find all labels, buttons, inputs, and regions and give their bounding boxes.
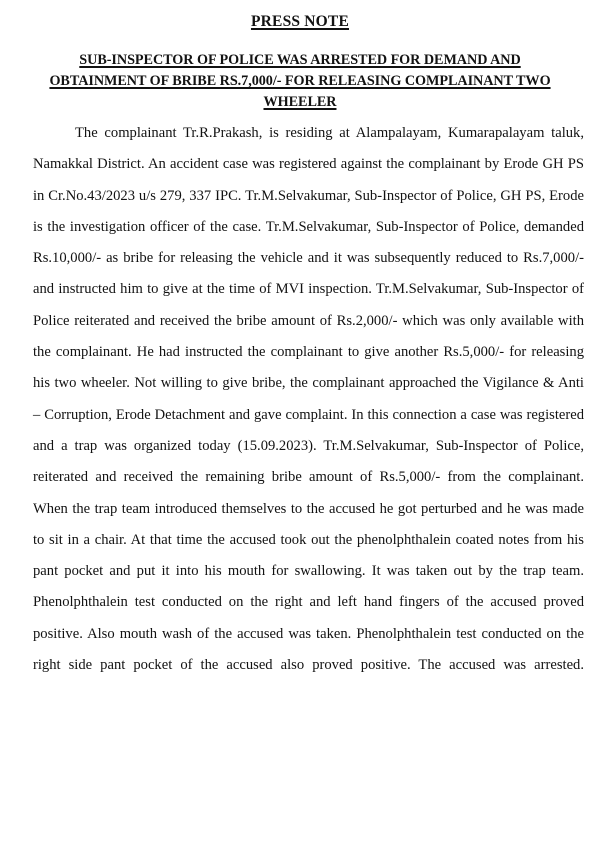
body-paragraph: The complainant Tr.R.Prakash, is residing at Alampalayam, Kumarapalayam taluk, Namakkal District. An accident case was registered against the complainant by Erode GH PS in Cr.No.43/2023 u/s 279, 337 IPC. Tr.M.Selvakumar, Sub-Inspector of Police, GH PS, Erode is the investigation officer of the case. Tr.M.Selvakumar, Sub-Inspector of Police, demanded Rs.10,000/- as bribe for releasing the vehicle and it was subsequently reduced to Rs.7,000/- and instructed him to give at the time of MVI inspection. Tr.M.Selvakumar, Sub-Inspector of Police reiterated and received the bribe amount of Rs.2,000/- which was only available with the complainant. He had instructed the complainant to give another Rs.5,000/- for releasing his two wheeler. Not willing to give bribe, the complainant approached the Vigilance & Anti – Corruption, Erode Detachment and gave complaint. In this connection a case was registered and a trap was organized today (15.09.2023). Tr.M.Selvakumar, Sub-Inspector of Police, reiterated and received the remaining bribe amount of Rs.5,000/- from the complainant. When the trap team introduced themselves to the accused he got perturbed and he was made to sit in a chair. At that time the accused took out the phenolphthalein coated notes from his pant pocket and put it into his mouth for swallowing. It was taken out by the trap team. Phenolphthalein test conducted on the right and left hand fingers of the accused proved positive. Also mouth wash of the accused was taken. Phenolphthalein test conducted on the right side pant pocket of the accused also proved positive. The accused was arrested. — [33, 125, 584, 674]
document-body — [33, 118, 584, 713]
document-subtitle — [36, 50, 564, 113]
page-title-text: PRESS NOTE — [250, 13, 350, 30]
document-subtitle-text: SUB-INSPECTOR OF POLICE WAS ARRESTED FOR DEMAND AND OBTAINMENT OF BRIBE RS.7,000/- FOR RELEASING COMPLAINANT TWO WHEELER — [49, 52, 551, 110]
page-title — [0, 12, 600, 32]
